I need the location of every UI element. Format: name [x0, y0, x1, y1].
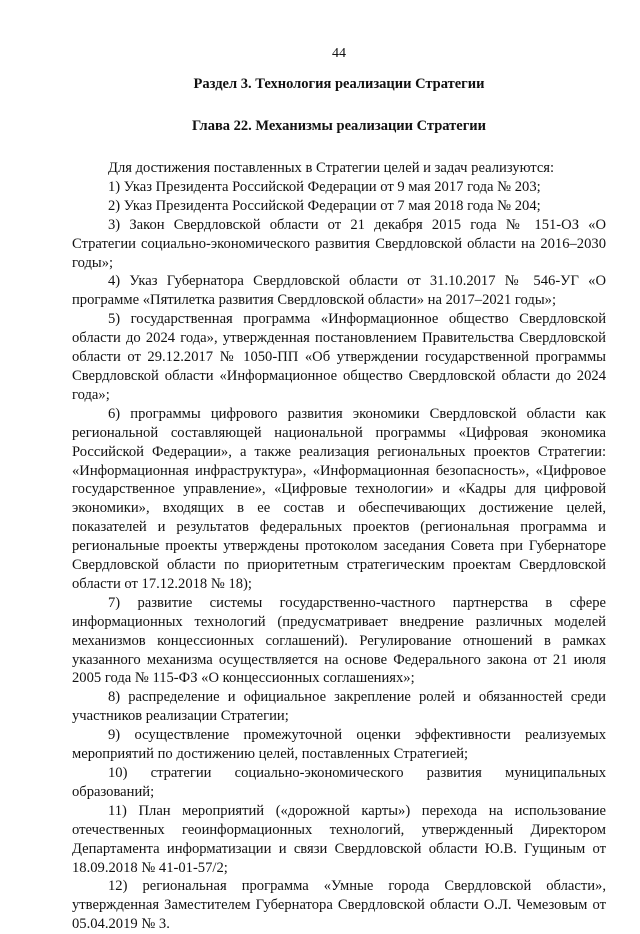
list-item-9: 9) осуществление промежуточной оценки эффективности реализуемых мероприятий по достижению целей, поставленных Стратегией;: [72, 727, 606, 763]
list-item-8: 8) распределение и официальное закрепление ролей и обязанностей среди участников реализации Стратегии;: [72, 689, 606, 725]
chapter-title: Глава 22. Механизмы реализации Стратегии: [191, 118, 487, 134]
list-item-3: 3) Закон Свердловской области от 21 декабря 2015 года № 151-ОЗ «О Стратегии социально-экономического развития Свердловской области на 2016–2030 годы»;: [72, 216, 606, 271]
list-item-6: 6) программы цифрового развития экономики Свердловской области как региональной составляющей национальной программы «Цифровая экономика Российской Федерации», а также реализация региональных проектов Стратегии: «Информационная инфраструктура», «Информационная безопасность», «Цифровое государственное управление», «Цифровые технологии» и «Кадры для цифровой экономики», входящих в ее состав и обеспечивающих достижение целей, показателей и результатов федеральных проектов (региональная программа и региональные проекты утверждены протоколом заседания Совета при Губернаторе Свердловской области по приоритетным стратегическим проектам Свердловской области от 17.12.2018 № 18);: [72, 405, 606, 592]
list-item-10: 10) стратегии социально-экономического развития муниципальных образований;: [72, 765, 606, 800]
section-title: Раздел 3. Технология реализации Стратегии: [193, 76, 485, 92]
list-item-4: 4) Указ Губернатора Свердловской области от 31.10.2017 № 546-УГ «О программе «Пятилетка развития Свердловской области» на 2017–2021 годы»;: [72, 273, 606, 309]
page-number: 44: [332, 46, 346, 61]
list-item-1: 1) Указ Президента Российской Федерации от 9 мая 2017 года № 203;: [108, 178, 541, 195]
intro-paragraph: Для достижения поставленных в Стратегии целей и задач реализуются:: [108, 160, 555, 176]
list-item-7: 7) развитие системы государственно-частного партнерства в сфере информационных технологий (предусматривает внедрение различных моделей механизмов концессионных соглашений). Регулирование отношений в рамках указанного механизма осуществляется на основе Федерального закона от 21 июля 2005 года № 115-ФЗ «О концессионных соглашениях»;: [72, 594, 606, 687]
list-item-2: 2) Указ Президента Российской Федерации от 7 мая 2018 года № 204;: [108, 197, 541, 214]
list-item-5: 5) государственная программа «Информационное общество Свердловской области до 2024 года», утвержденная постановлением Правительства Свердловской области от 29.12.2017 № 1050-ПП «Об утверждении государственной программы Свердловской области «Информационное общество Свердловской области до 2024 года»;: [72, 311, 606, 403]
document-body: [72, 159, 606, 934]
list-item-12: 12) региональная программа «Умные города Свердловской области», утвержденная Заместителем Губернатора Свердловской области О.Л. Чемезовым от 05.04.2019 № 3.: [72, 878, 606, 933]
list-item-11: 11) План мероприятий («дорожной карты») перехода на использование отечественных геоинформационных технологий, утвержденный Директором Департамента информатизации и связи Свердловской области Ю.В. Гущиным от 18.09.2018 № 41-01-57/2;: [72, 802, 606, 876]
